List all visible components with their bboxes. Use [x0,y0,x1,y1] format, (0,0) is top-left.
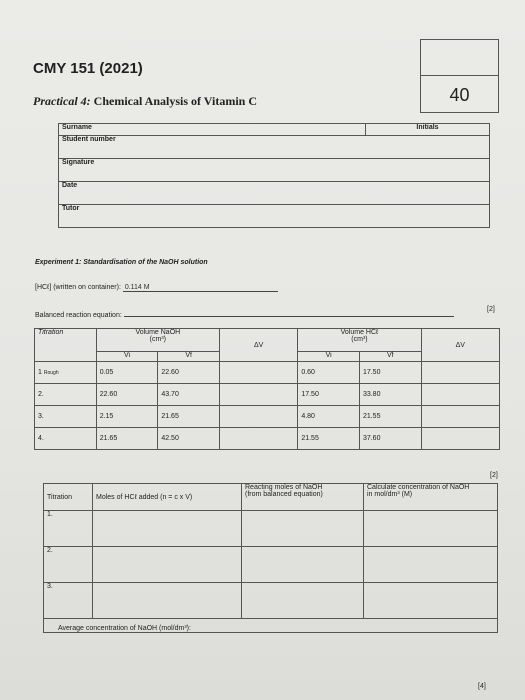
calc-moles-cell [93,511,242,547]
hcl-vi-cell: 0.60 [298,362,360,384]
hcl-vf-cell: 21.55 [359,406,421,428]
delta-v-header-1: ΔV [219,329,297,362]
table-row [35,428,500,450]
practical-name: Chemical Analysis of Vitamin C [93,94,257,108]
course-title: CMY 151 (2021) [33,60,143,77]
delta-v-cell [421,428,499,450]
delta-v-cell [421,406,499,428]
row-label: 2. [35,384,97,406]
signature-label: Signature [59,159,490,182]
hcl-vf-header: Vf [359,352,421,362]
student-number-label: Student number [59,136,490,159]
calc-titration-header: Titration [44,484,93,511]
calc-reacting-cell [242,547,364,583]
hcl-vi-cell: 4.80 [298,406,360,428]
naoh-vi-cell: 22.60 [96,384,158,406]
marks-calculation: [4] [478,683,486,690]
initials-label: Initials [366,124,490,136]
total-score: 40 [449,85,470,105]
hcl-vi-header: Vi [298,352,360,362]
marks-balanced: [2] [487,306,495,313]
average-concentration-label: Average concentration of NaOH (mol/dm³): [44,619,498,633]
delta-v-cell [219,384,297,406]
experiment-title: Experiment 1: Standardisation of the NaOH solution [35,259,208,266]
calc-moles-header: Moles of HCℓ added (n = c x V) [93,484,242,511]
calc-reacting-header: Reacting moles of NaOH (from balanced equation) [242,484,364,511]
calc-reacting-cell [242,511,364,547]
calc-reacting-cell [242,583,364,619]
delta-v-cell [219,406,297,428]
calc-concentration-cell [364,583,498,619]
hcl-value: 0.114 M [123,284,278,292]
calc-moles-cell [93,547,242,583]
naoh-vi-cell: 2.15 [96,406,158,428]
table-row [44,511,498,547]
calc-concentration-cell [364,511,498,547]
table-row [44,547,498,583]
calc-concentration-header: Calculate concentration of NaOH in mol/dm³ (M) [364,484,498,511]
balanced-equation-blank [124,308,454,317]
calc-row-label: 3. [44,583,93,619]
row-label: 1 Rough [35,362,97,384]
hcl-vi-cell: 21.55 [298,428,360,450]
naoh-vf-header: Vf [158,352,220,362]
calc-moles-cell [93,583,242,619]
naoh-vf-cell: 42.50 [158,428,220,450]
table-row [35,406,500,428]
marks-titration: [2] [490,472,498,479]
delta-v-cell [421,384,499,406]
surname-label: Surname [59,124,366,136]
score-box [420,39,499,113]
student-info-table [58,123,490,228]
titration-table [34,328,500,450]
delta-v-cell [421,362,499,384]
calc-row-label: 1. [44,511,93,547]
hcl-vi-cell: 17.50 [298,384,360,406]
delta-v-cell [219,362,297,384]
row-label: 3. [35,406,97,428]
table-row [35,384,500,406]
naoh-vi-header: Vi [96,352,158,362]
table-row [35,362,500,384]
delta-v-cell [219,428,297,450]
practical-title [33,94,257,109]
practical-label: Practical 4: [33,94,91,108]
balanced-label: Balanced reaction equation: [35,312,122,319]
naoh-vf-cell: 22.60 [158,362,220,384]
hcl-concentration-line [35,284,278,292]
tutor-label: Tutor [59,205,490,228]
delta-v-header-2: ΔV [421,329,499,362]
hcl-volume-header: Volume HCℓ (cm³) [298,329,421,352]
naoh-vf-cell: 21.65 [158,406,220,428]
calc-row-label: 2. [44,547,93,583]
balanced-equation-line [35,308,454,319]
hcl-vf-cell: 33.80 [359,384,421,406]
calculation-table [43,483,498,633]
naoh-vi-cell: 0.05 [96,362,158,384]
naoh-vi-cell: 21.65 [96,428,158,450]
hcl-vf-cell: 37.60 [359,428,421,450]
table-row [44,583,498,619]
hcl-label: [HCℓ] (written on container): [35,284,121,291]
calc-concentration-cell [364,547,498,583]
naoh-volume-header: Volume NaOH (cm³) [96,329,219,352]
score-box-top [421,40,498,76]
naoh-vf-cell: 43.70 [158,384,220,406]
date-label: Date [59,182,490,205]
row-label: 4. [35,428,97,450]
titration-col-header: Titration [35,329,97,362]
hcl-vf-cell: 17.50 [359,362,421,384]
